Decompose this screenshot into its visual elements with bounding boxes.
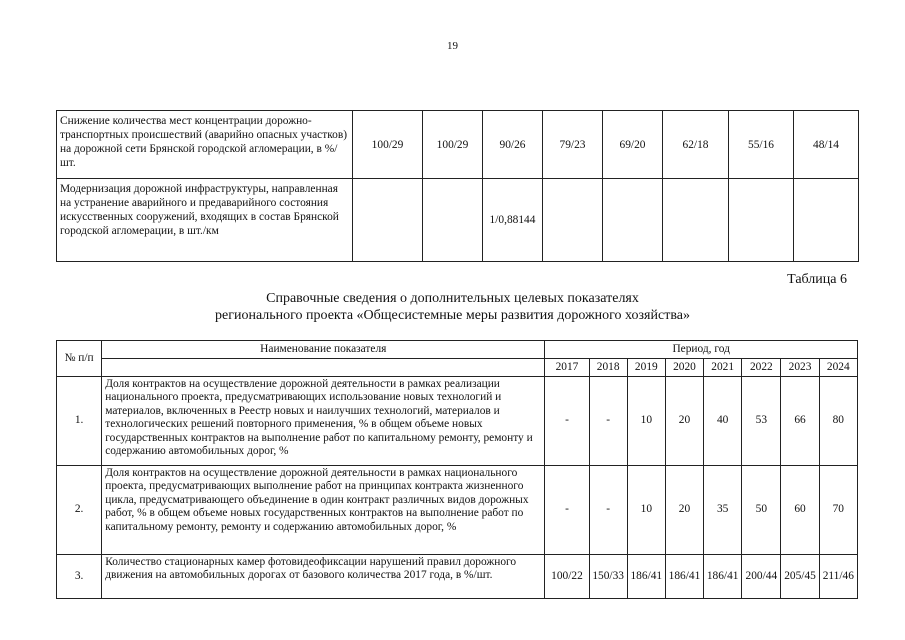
value-cell: 100/22	[545, 555, 589, 599]
row-number: 2.	[57, 466, 102, 555]
value-cell: 53	[742, 377, 781, 466]
value-cell: 55/16	[729, 111, 794, 179]
value-cell	[353, 179, 423, 262]
value-cell: 186/41	[665, 555, 703, 599]
value-cell	[663, 179, 729, 262]
year-header: 2019	[627, 359, 665, 377]
value-cell: 186/41	[704, 555, 742, 599]
value-cell: 40	[704, 377, 742, 466]
value-cell	[794, 179, 859, 262]
year-header: 2018	[589, 359, 627, 377]
value-cell: -	[589, 466, 627, 555]
indicator-name: Количество стационарных камер фотовидеофиксации нарушений правил дорожного движения на автомобильных дорогах от базового количества 2017 года, в %/шт.	[102, 555, 545, 599]
value-cell: 60	[781, 466, 819, 555]
value-cell: 66	[781, 377, 819, 466]
value-cell: 150/33	[589, 555, 627, 599]
value-cell: 1/0,88144	[483, 179, 543, 262]
row-number: 3.	[57, 555, 102, 599]
indicator-name: Доля контрактов на осуществление дорожной деятельности в рамках национального проекта, предусматривающих выполнение работ на принципах контракта жизненного цикла, предусматривающего объединение в один контракт различных видов дорожных работ, % в общем объеме новых государственных контрактов на выполнение работ по капитальному ремонту, ремонту и содержанию автомобильных дорог, %	[102, 466, 545, 555]
value-cell	[603, 179, 663, 262]
indicator-name: Доля контрактов на осуществление дорожной деятельности в рамках реализации национального проекта, предусматривающих использование новых технологий и материалов, включенных в Реестр новых и наилучших технологий, материалов и технологических решений повторного применения, % в общем объеме новых государственных контрактов на выполнение работ по капитальному ремонту, ремонту и содержанию автомобильных дорог, %	[102, 377, 545, 466]
indicator-name: Снижение количества мест концентрации дорожно-транспортных происшествий (аварийно опасных участков) на дорожной сети Брянской городской агломерации, в %/шт.	[57, 111, 353, 179]
table-label: Таблица 6	[787, 272, 847, 287]
col-period-header: Период, год	[545, 341, 858, 359]
value-cell: -	[589, 377, 627, 466]
value-cell: 35	[704, 466, 742, 555]
value-cell: 50	[742, 466, 781, 555]
value-cell: 10	[627, 377, 665, 466]
value-cell: 100/29	[423, 111, 483, 179]
value-cell: 186/41	[627, 555, 665, 599]
heading-line-2: регионального проекта «Общесистемные меры развития дорожного хозяйства»	[215, 308, 690, 323]
row-number: 1.	[57, 377, 102, 466]
value-cell: 20	[665, 377, 703, 466]
year-header: 2017	[545, 359, 589, 377]
value-cell: 90/26	[483, 111, 543, 179]
value-cell: 100/29	[353, 111, 423, 179]
page-number: 19	[447, 40, 458, 52]
value-cell: 48/14	[794, 111, 859, 179]
value-cell	[423, 179, 483, 262]
year-header: 2020	[665, 359, 703, 377]
value-cell: -	[545, 377, 589, 466]
value-cell: 211/46	[819, 555, 857, 599]
empty-header-cell	[102, 359, 545, 377]
additional-indicators-table	[56, 340, 858, 599]
table-row	[57, 111, 859, 179]
year-header: 2021	[704, 359, 742, 377]
table-row	[57, 179, 859, 262]
header-row	[57, 341, 858, 359]
value-cell	[543, 179, 603, 262]
years-row	[57, 359, 858, 377]
value-cell: 69/20	[603, 111, 663, 179]
indicator-name: Модернизация дорожной инфраструктуры, направленная на устранение аварийного и предаварийного состояния искусственных сооружений, входящих в состав Брянской городской агломерации, в шт./км	[57, 179, 353, 262]
col-number-header: № п/п	[57, 341, 102, 377]
year-header: 2024	[819, 359, 857, 377]
col-name-header: Наименование показателя	[102, 341, 545, 359]
value-cell: 70	[819, 466, 857, 555]
heading-line-1: Справочные сведения о дополнительных целевых показателях	[266, 291, 639, 306]
value-cell: 20	[665, 466, 703, 555]
value-cell: 79/23	[543, 111, 603, 179]
table-heading	[0, 290, 905, 324]
year-header: 2022	[742, 359, 781, 377]
year-header: 2023	[781, 359, 819, 377]
value-cell: 80	[819, 377, 857, 466]
value-cell: 205/45	[781, 555, 819, 599]
value-cell: -	[545, 466, 589, 555]
table-row	[57, 466, 858, 555]
value-cell: 10	[627, 466, 665, 555]
indicators-table-continued	[56, 110, 859, 262]
table-row	[57, 555, 858, 599]
value-cell: 62/18	[663, 111, 729, 179]
value-cell: 200/44	[742, 555, 781, 599]
table-row	[57, 377, 858, 466]
value-cell	[729, 179, 794, 262]
